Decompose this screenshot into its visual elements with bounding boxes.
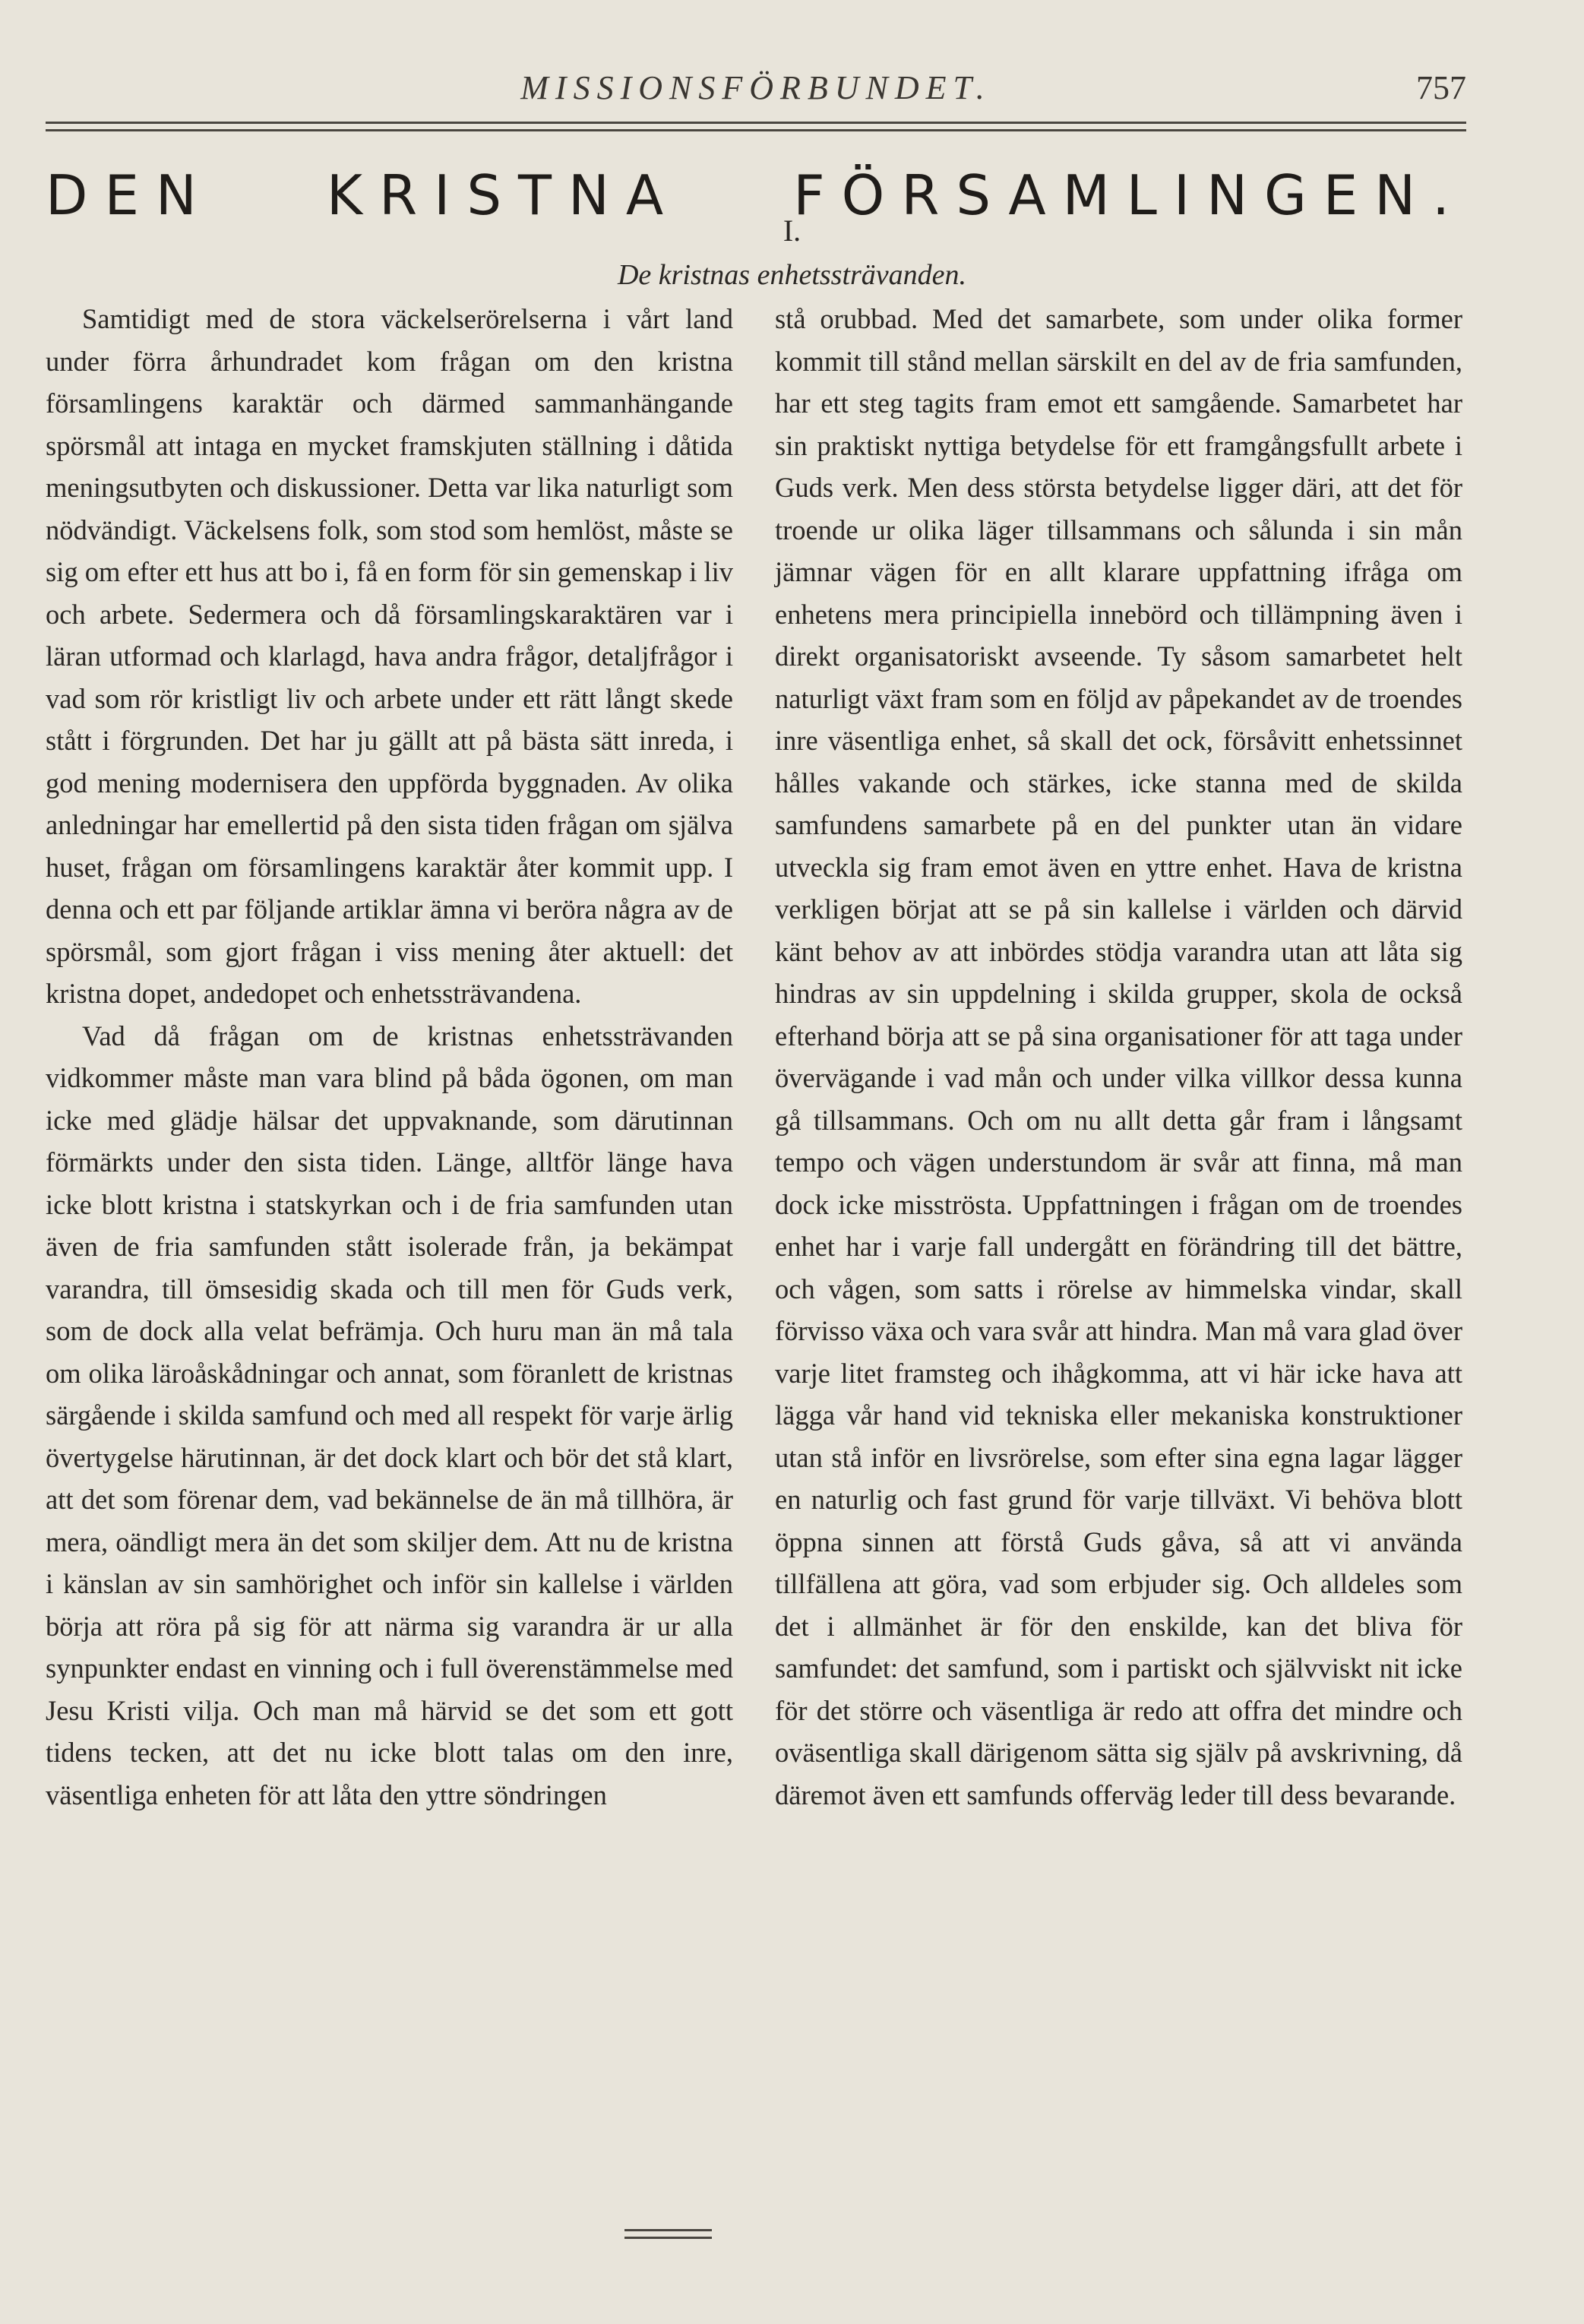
journal-name: MISSIONSFÖRBUNDET.: [520, 69, 991, 106]
page-number: 757: [1416, 69, 1466, 106]
title-word-1: DEN: [46, 163, 213, 227]
section-number: I.: [783, 213, 801, 248]
title-word-3: FÖRSAMLINGEN.: [793, 163, 1466, 227]
right-column: [775, 298, 1462, 2193]
header-rule-top: [46, 122, 1466, 124]
title-word-2: KRISTNA: [326, 163, 681, 227]
end-rule-bottom: [624, 2237, 712, 2239]
end-rule-top: [624, 2229, 712, 2231]
running-head: [46, 68, 1466, 129]
header-rule-bottom: [46, 129, 1466, 131]
paragraph: Samtidigt med de stora väckelserörelserna i vårt land under förra århundradet kom frågan om den kristna församlingens karaktär och därmed sammanhängande spörsmål att intaga en mycket framskjuten ställning i dåtida meningsutbyten och diskussioner. Detta var lika naturligt som nödvändigt. Väckelsens folk, som stod som hemlöst, måste se sig om efter ett hus att bo i, få en form för sin gemenskap i liv och arbete. Sedermera och då församlingskaraktären var i läran utformad och klarlagd, hava andra frågor, detaljfrågor i vad som rör kristligt liv och arbete under ett rätt långt skede stått i förgrunden. Det har ju gällt att på bästa sätt inreda, i god mening modernisera den uppförda byggnaden. Av olika anledningar har emellertid på den sista tiden frågan om själva huset, frågan om församlingens karaktär åter kommit upp. I denna och ett par följande artiklar ämna vi beröra några av de spörsmål, som gjort frågan i viss mening åter aktuell: det kristna dopet, andedopet och enhetssträvandena.: [46, 303, 733, 1009]
left-column: [46, 298, 733, 2193]
paragraph: Vad då frågan om de kristnas enhetssträvanden vidkommer måste man vara blind på båda ögonen, om man icke med glädje hälsar det uppvaknande, som därutinnan förmärkts under den sista tiden. Länge, alltför länge hava icke blott kristna i statskyrkan och i de fria samfunden utan även de fria samfunden stått isolerade från, ja bekämpat varandra, till ömsesidig skada och till men för Guds verk, som de dock alla velat befrämja. Och huru man än må tala om olika läroåskådningar och annat, som föranlett de kristnas särgående i skilda samfund och med all respekt för varje ärlig övertygelse härutinnan, är det dock klart och bör det stå klart, att det som förenar dem, vad bekännelse de än må tillhöra, är mera, oändligt mera än det som skiljer dem. Att nu de kristna i känslan av sin samhörighet och inför sin kallelse i världen börja att röra på sig för att närma sig varandra är ur alla synpunkter endast en vinning och i full överenstämmelse med Jesu Kristi vilja. Och man må härvid se det som ett gott tidens tecken, att det nu icke blott talas om den inre, väsentliga enheten för att låta den yttre söndringen: [46, 1020, 733, 1810]
paragraph: stå orubbad. Med det samarbete, som under olika former kommit till stånd mellan särskilt en del av de fria samfunden, har ett steg tagits fram emot ett samgående. Samarbetet har sin praktiskt nyttiga betydelse för ett framgångsfullt arbete i Guds verk. Men dess största betydelse ligger däri, att det för troende ur olika läger tillsammans och sålunda i sin mån jämnar vägen för en allt klarare uppfattning ifråga om enhetens mera principiella innebörd och tillämpning även i direkt organisatoriskt avseende. Ty såsom samarbetet helt naturligt växt fram som en följd av påpekandet av de troendes inre väsentliga enhet, så skall det ock, försåvitt enhetssinnet hålles vakande och stärkes, icke stanna med de skilda samfundens samarbete på en del punkter utan än vidare utveckla sig fram emot även en yttre enhet. Hava de kristna verkligen börjat att se på sin kallelse i världen och därvid känt behov av att inbördes stödja varandra utan att låta sig hindras av sin uppdelning i skilda grupper, skola de också efterhand börja att se på sina organisationer för att taga under övervägande i vad mån och under vilka villkor dessa kunna gå tillsammans. Och om nu allt detta går fram i långsamt tempo och vägen understundom är svår att finna, må man dock icke misströsta. Uppfattningen i frågan om de troendes enhet har i varje fall undergått en förändring till det bättre, och vågen, som satts i rörelse av himmelska vindar, skall förvisso växa och vara svår att hindra. Man må vara glad över varje litet framsteg och ihågkomma, att vi här icke hava att lägga vår hand vid tekniska eller mekaniska konstruktioner utan stå inför en livsrörelse, som efter sina egna lagar lägger en naturlig och fast grund för varje tillväxt. Vi behöva blott öppna sinnen att förstå Guds gåva, så att vi använda tillfällena att göra, vad som erbjuder sig. Och alldeles som det i allmänhet är för den enskilde, kan det bliva för samfundet: det samfund, som i partiskt och självviskt nit icke för det större och väsentliga är redo att offra det mindre och oväsentliga skall därigenom sätta sig själv på avskrivning, då däremot även ett samfunds offerväg leder till dess bevarande.: [775, 303, 1462, 1810]
article-subtitle: De kristnas enhetssträvanden.: [617, 259, 967, 291]
